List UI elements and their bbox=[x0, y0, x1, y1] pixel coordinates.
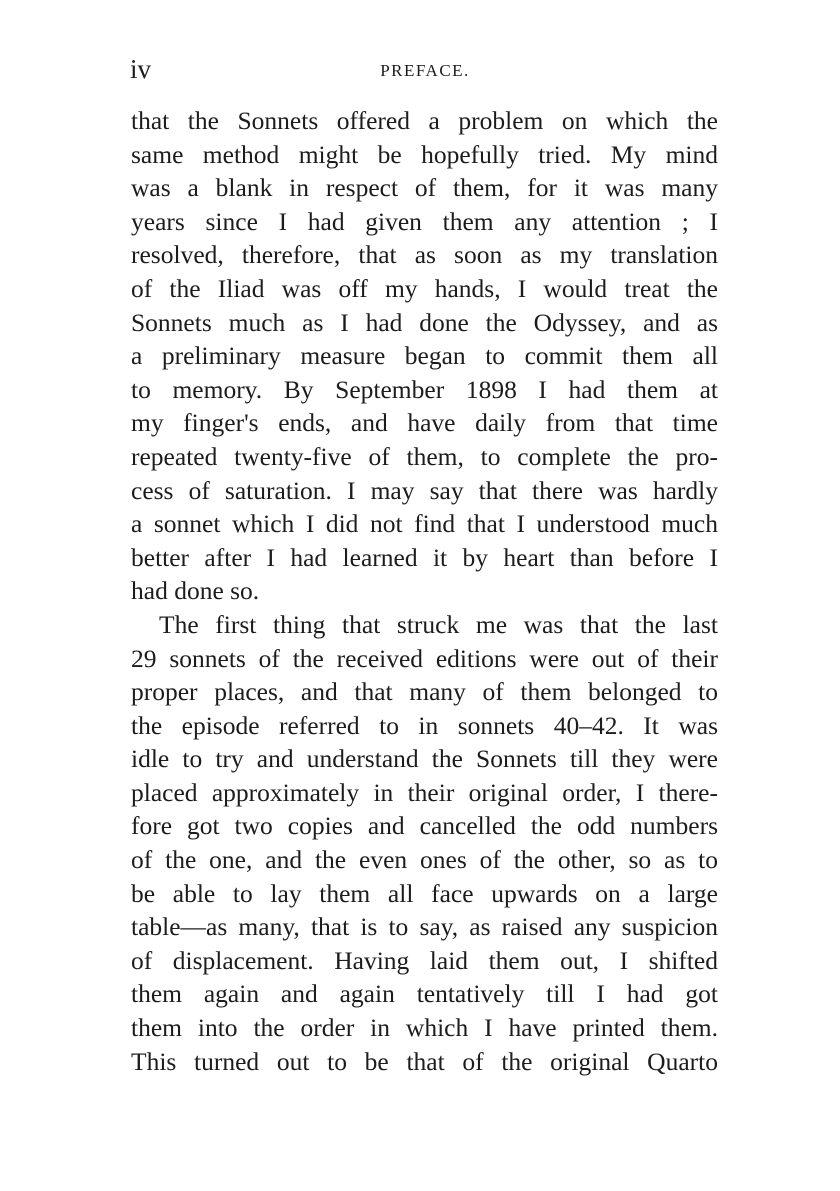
running-title: PREFACE. bbox=[380, 61, 470, 80]
text-line: a sonnet which I did not find that I understood much bbox=[131, 509, 718, 539]
text-line: The first thing that struck me was that the last bbox=[159, 609, 718, 639]
page-number: iv bbox=[130, 54, 152, 84]
text-line: resolved, therefore, that as soon as my translation bbox=[131, 240, 718, 270]
text-line: better after I had learned it by heart than before I bbox=[131, 542, 718, 572]
running-head bbox=[130, 52, 720, 86]
text-line: This turned out to be that of the original Quarto bbox=[131, 1046, 718, 1076]
text-line: repeated twenty-five of them, to complete the pro- bbox=[131, 441, 718, 471]
body-text bbox=[131, 104, 718, 1078]
text-line: table—as many, that is to say, as raised any suspicion bbox=[131, 912, 718, 942]
text-line: 29 sonnets of the received editions were out of their bbox=[131, 643, 718, 673]
text-line: was a blank in respect of them, for it was many bbox=[131, 173, 718, 203]
text-line: placed approximately in their original order, I there- bbox=[131, 777, 718, 807]
text-line: them into the order in which I have printed them. bbox=[131, 1013, 718, 1043]
text-line: be able to lay them all face upwards on a large bbox=[131, 878, 718, 908]
text-line: Sonnets much as I had done the Odyssey, and as bbox=[131, 307, 718, 337]
text-line: of the one, and the even ones of the other, so as to bbox=[131, 845, 718, 875]
text-line: proper places, and that many of them belonged to bbox=[131, 677, 718, 707]
text-line: them again and again tentatively till I had got bbox=[131, 979, 718, 1009]
text-line: same method might be hopefully tried. My mind bbox=[131, 139, 718, 169]
text-line: idle to try and understand the Sonnets till they were bbox=[131, 744, 718, 774]
text-line: my finger's ends, and have daily from that time bbox=[131, 408, 718, 438]
text-line: had done so. bbox=[131, 576, 260, 606]
text-line: that the Sonnets offered a problem on which the bbox=[131, 106, 718, 135]
text-line: the episode referred to in sonnets 40–42. It was bbox=[131, 710, 718, 740]
text-line: a preliminary measure began to commit them all bbox=[131, 341, 718, 371]
text-line: of the Iliad was off my hands, I would treat the bbox=[131, 273, 718, 303]
text-line: years since I had given them any attention ; I bbox=[131, 206, 718, 236]
text-line: to memory. By September 1898 I had them at bbox=[131, 374, 718, 404]
text-line: fore got two copies and cancelled the odd numbers bbox=[131, 811, 718, 841]
text-line: cess of saturation. I may say that there was hardly bbox=[131, 475, 718, 505]
text-line: of displacement. Having laid them out, I shifted bbox=[131, 945, 718, 975]
